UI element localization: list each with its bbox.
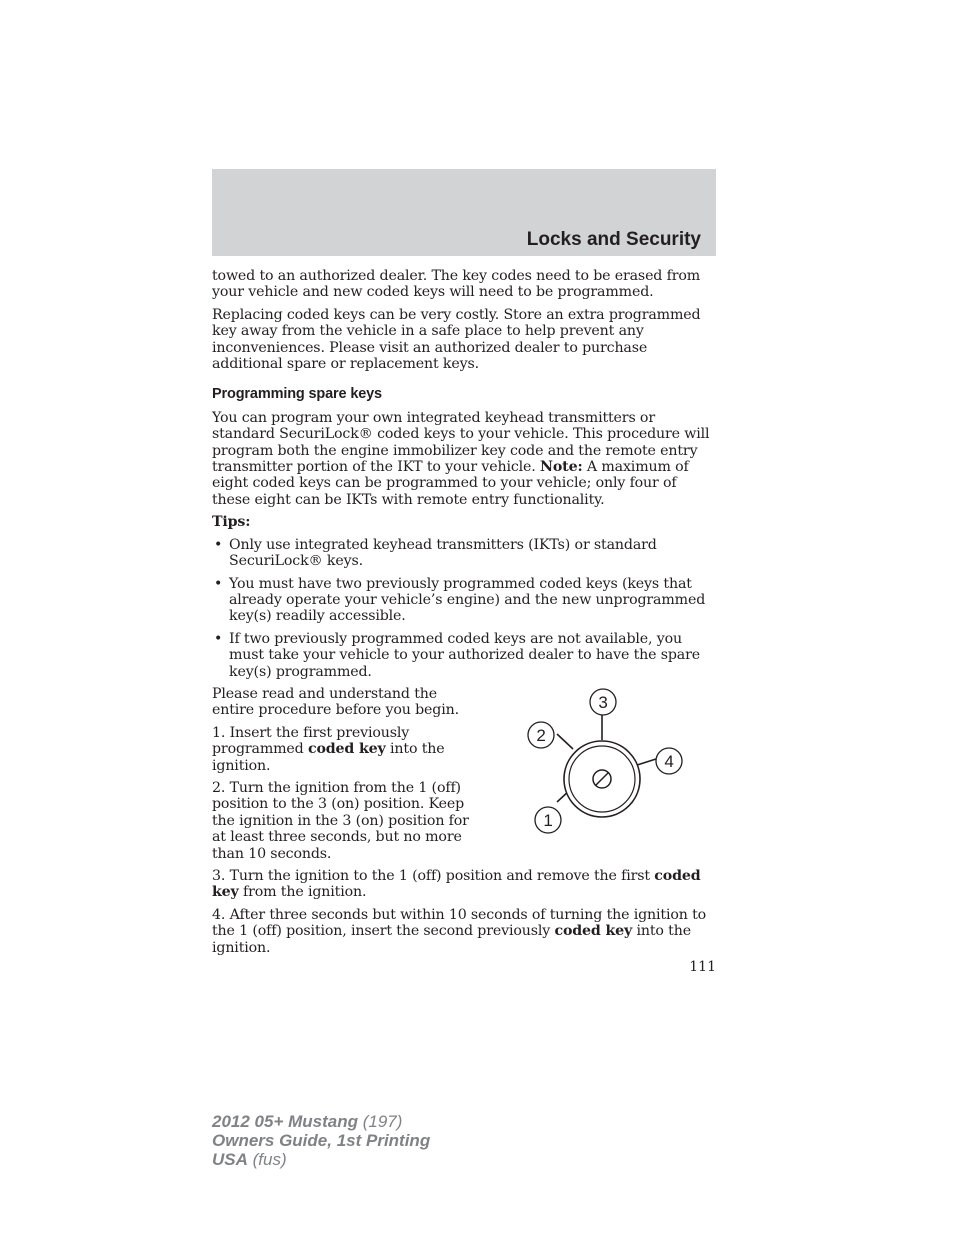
tips-list [212,537,717,680]
program-paragraph: You can program your own integrated keyhead transmitters or standard SecuriLock® coded keys to your vehicle. This procedure will program both the engine immobilizer key code and the remote entry transmitter portion of the IKT to your vehicle. Note: A maximum of eight coded keys can be programmed to your vehicle; only four of these eight can be IKTs with remote entry functionality. [212,409,710,508]
page-body [212,268,717,962]
tip-item: • If two previously programmed coded keys are not available, you must take your vehicle to your authorized dealer to have the spare key(s) programmed. [212,631,717,680]
position-label-3 [590,689,616,715]
tips-label: Tips: [212,514,251,531]
step-3: 3. Turn the ignition to the 1 (off) position and remove the first coded key from the ignition. [212,868,701,901]
ignition-diagram [510,682,690,842]
svg-text:2: 2 [536,725,546,745]
intro-paragraph-1: towed to an authorized dealer. The key codes need to be erased from your vehicle and new coded keys will need to be programmed. [212,268,701,301]
tip-item: • You must have two previously programmed coded keys (keys that already operate your vehicle’s engine) and the new unprogrammed key(s) readily accessible. [212,576,717,625]
position-label-4 [656,748,682,774]
intro-paragraph-2: Replacing coded keys can be very costly. Store an extra programmed key away from the vehicle in a safe place to help prevent any inconveniences. Please visit an authorized dealer to purchase additional spare or replacement keys. [212,306,701,373]
footer-edition: 2012 05+ Mustang (197) Owners Guide, 1st Printing USA (fus) [212,1112,431,1169]
step-4: 4. After three seconds but within 10 seconds of turning the ignition to the 1 (off) position, insert the second previously coded key into the ignition. [212,906,707,956]
step-2: 2. Turn the ignition from the 1 (off) position to the 3 (on) position. Keep the ignition in the 3 (on) position for at least three seconds, but no more than 10 seconds. [212,779,469,862]
tip-item: • Only use integrated keyhead transmitters (IKTs) or standard SecuriLock® keys. [212,537,717,570]
step-1: 1. Insert the first previously programmed coded key into the ignition. [212,724,445,774]
header-band [212,169,716,256]
read-first-paragraph: Please read and understand the entire procedure before you begin. [212,685,459,719]
svg-text:4: 4 [664,751,674,771]
position-label-2 [528,722,554,748]
section-title: Locks and Security [526,229,701,250]
page-number: 111 [689,959,716,975]
position-label-1 [535,807,561,833]
svg-text:1: 1 [543,810,553,830]
procedure-block [212,686,717,868]
svg-text:3: 3 [598,692,608,712]
subheading: Programming spare keys [212,386,382,403]
